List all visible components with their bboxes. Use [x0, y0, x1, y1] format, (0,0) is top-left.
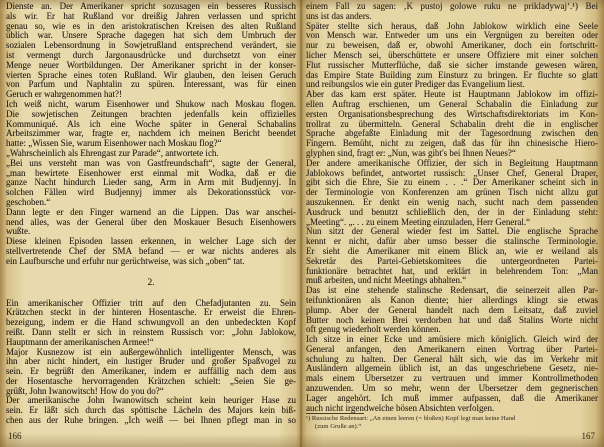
text-line: schulung zu halten. Der General hält sich, wie das im Verkehr mit [306, 354, 598, 364]
text-line: Nun sitzt der General wieder fest im Sattel. Die englische Sprache [306, 227, 598, 237]
section-heading: 2. [147, 277, 155, 288]
text-line: Der andere amerikanische Offizier, der sich in Begleitung Hauptmann [306, 158, 598, 168]
text-line: „Meeting“. „. . . zu einem Meeting einzuladen, Herr General.“ [306, 217, 531, 227]
text-line: „Bei uns versteht man was von Gastfreundschaft“, sagte der General, [6, 158, 296, 168]
text-line: ersten Organisationsbesprechung des Wirtschaftsdirektoriats im Kon- [306, 109, 598, 119]
paragraph [306, 227, 598, 286]
paragraph [6, 149, 296, 159]
text-line: uns ist das anders. [306, 11, 372, 21]
text-line: der Hosentasche hervorragenden Krätzchen schielt: „Seien Sie ge- [6, 376, 296, 386]
text-line: Major Kusnezow ist ein außergewöhnlich intelligenter Mensch, was [6, 347, 296, 357]
footnote-line: (zum Gruße an).“ [315, 422, 362, 430]
text-line: Jablokows befindet, antwortet russisch: „Unser Chef, General Draper, [306, 168, 598, 178]
text-line: anzuwenden. Um so mehr, wenn der Übersetzer dem gegnerischen [306, 384, 598, 394]
text-line: Ausdruck und benutzt schließlich den, der in der Einladung steht: [306, 207, 598, 217]
text-line: Sprache abgefaßte Einladung mit der Tagesordnung zwischen den [306, 129, 598, 139]
text-line: und reibungslos wie ein guter Prediger das Evangelium liest. [306, 80, 525, 90]
text-line: sein. Er läßt sich durch das spöttische Lächeln des Majors kein biß- [6, 406, 296, 416]
text-line: geschoben.“ [6, 197, 51, 207]
text-line: chen aus der Ruhe bringen. „Ich weiß — bei Ihnen pflegt man in so [6, 416, 296, 426]
text-line: oft genug wiederholt werden können. [306, 325, 441, 335]
text-line: wußte. [6, 227, 31, 237]
text-line: solchen Fällen wird Budjennyj immer als Dekorationsstück vor- [6, 188, 296, 198]
paragraph [6, 100, 296, 149]
paragraph [306, 2, 598, 22]
text-line: Ausländern allgemein üblich ist, an das ungeschriebene Gesetz, nie- [306, 364, 598, 374]
text-line: von Mensch war. Entweder um uns ein Vergnügen zu bereiten oder [306, 31, 598, 41]
text-line: auszukennen. Er denkt ein wenig nach, sucht nach dem passenden [306, 197, 598, 207]
text-line: nur zu beweisen, daß er, obwohl Amerikaner, doch ein fortschritt- [306, 41, 598, 51]
paragraph [6, 299, 296, 348]
text-line: funktionäre betrachtet hat, und erklärt in belehrendem Ton: „Man [306, 266, 598, 276]
text-line: Aber das kam erst später. Heute ist Hauptmann Jablokow im offizi- [306, 90, 598, 100]
text-line: „man bewirtete Eisenhower erst einmal mit Wodka, daß er die [6, 168, 296, 178]
text-line: Geruch er wahrgenommen hat?! [6, 90, 123, 100]
text-line: Ich sitze in einer Ecke und amüsiere mich königlich. Gleich wird der [306, 335, 598, 345]
text-line: Flut russischer Mutterflüche, daß sie sicher imstande gewesen wären, [306, 60, 598, 70]
text-line: das Empire State Building zum Einsturz zu bringen. Er fluchte so glatt [306, 70, 598, 80]
text-line: Ein amerikanischer Offizier tritt auf den Chefadjutanten zu. Sein [6, 298, 296, 308]
page-number: 166 [8, 431, 22, 441]
paragraph [6, 159, 296, 208]
text-line: muß arbeiten, und nicht Meetings abhalten.“ [306, 276, 467, 286]
book-spine [300, 0, 302, 447]
text-line: licher Mensch sei, überschüttete er unsere Offiziere mit einer solchen [306, 50, 598, 60]
text-line: Dann legte er den Finger warnend an die Lippen. Das war anschei- [6, 207, 296, 217]
paragraph [306, 159, 598, 228]
text-line: Butter noch keinen Brei verdorben hat und daß Stalins Worte nicht [306, 315, 598, 325]
paragraph [6, 237, 296, 266]
text-line: nend alles, was der General über den Moskauer Besuch Eisenhowers [6, 217, 296, 227]
text-line: Krätzchen steckt in der hinteren Hosentasche. Er erweist die Ehren- [6, 308, 296, 318]
text-line: vierten Sprache eines toten Rußland. Wir glauben, den leisen Geruch [6, 70, 296, 80]
text-line: Dienste an. Der Amerikaner spricht sozusagen ein besseres Russisch [6, 2, 296, 11]
footnote-line: ¹) Russische Redensart: „An einen leeren (= bloßen) Kopf legt man keine Hand [306, 415, 516, 422]
text-line: Sekretär des Partei-Gebietskomitees die untergeordneten Partei- [306, 256, 598, 266]
text-line: ist vermengt durch Jargonausdrücke und durchsetzt von einer [6, 50, 296, 60]
paragraph [6, 348, 296, 397]
text-line: reißt. Dann stellt er sich in reinstem Russisch vor: „John Jablokow, [6, 327, 296, 337]
paragraph [306, 335, 598, 413]
text-line: Die sowjetischen Zeitungen brachten jedenfalls kein offizielles [6, 109, 296, 119]
text-line: ellen Auftrag erschienen, um General Schabalin die Einladung zur [306, 99, 598, 109]
paragraph [306, 286, 598, 335]
text-line: teifunktionären als Kanon diente; hier allerdings klingt sie etwas [306, 295, 598, 305]
left-page-text [6, 2, 296, 426]
page-number: 167 [581, 431, 595, 441]
text-line: plump. Aber der General handelt nach dem Leitsatz, daß zuviel [306, 305, 598, 315]
paragraph [306, 90, 598, 159]
footnote-rule [306, 413, 364, 414]
text-line: bezeigung, indem er die Hand schwungvoll an den unbedeckten Kopf [6, 318, 296, 328]
text-line: Der amerikanische John Iwanowitsch scheint kein heuriger Hase zu [6, 396, 296, 406]
text-line: kennt er nicht, dafür aber umso besser die stalinsche Terminologie. [306, 237, 598, 247]
text-line: trollrat zu übermitteln. General Schabalin dreht die in englischer [306, 119, 598, 129]
paragraph [6, 396, 296, 425]
paragraph [6, 2, 296, 100]
footnote [306, 413, 598, 430]
text-line: Später stellte sich heraus, daß John Jablokow wirklich eine Seele [306, 21, 598, 31]
text-line: genau so, wie es in den aristokratischen Kreisen des alten Rußland [6, 21, 296, 31]
text-line: Menge neuer Wortbildungen. Der Amerikaner spricht in der konser- [6, 60, 296, 70]
text-line: gibt sich die Ehre, Sie zu einem . . .“ Der Amerikaner scheint sich in [306, 178, 598, 188]
text-line: „Wahrscheinlich als Ehrengast zur Parade“, antwortete ich. [6, 148, 219, 158]
text-line: Kommuniqué. Als ich eine Woche später in General Schabalins [6, 119, 296, 129]
text-line: Hauptmann der amerikanischen Armee!“ [6, 337, 154, 347]
text-line: General anfangen, den Amerikanern einen Vortrag über Partei- [306, 344, 598, 354]
text-line: sein. Er begrüßt den Amerikaner, indem er auffällig nach dem aus [6, 367, 296, 377]
text-line: üblich war. Unsere Sprache dagegen hat sich dem Umbruch der [6, 31, 296, 41]
text-line: Das ist eine stehende stalinsche Redensart, die seinerzeit allen Par- [306, 286, 598, 296]
text-line: glyphen sind, fragt er: „Nun, was gibt's bei Ihnen Neues?“ [306, 148, 516, 158]
right-page-text [306, 2, 598, 413]
text-line: von Parfum und Naphtalin zu spüren. Interessant, was für einen [6, 80, 296, 90]
text-line: stellvertretende Chef der SMA befand — er war nichts anderes als [6, 246, 296, 256]
text-line: Diese kleinen Episoden lassen erkennen, in welcher Lage sich der [6, 237, 296, 247]
text-line: als wir. Er hat Rußland vor dreißig Jahren verlassen und spricht [6, 11, 296, 21]
text-line: der Terminologie von Konferenzen am grünen Tisch nicht allzu gut [306, 188, 598, 198]
text-line: auch nicht irgendwelche bösen Absichten verfolgen. [306, 403, 495, 413]
text-line: Ich weiß nicht, warum Eisenhower und Shukow nach Moskau flogen. [6, 99, 296, 109]
paragraph [6, 208, 296, 237]
text-line: grüßt, John Iwanowitsch! How do you do?“ [6, 386, 164, 396]
text-line: mals einem Übersetzer zu vertrauen und immer Kontrollmethoden [306, 374, 598, 384]
paragraph [306, 22, 598, 91]
text-line: hatte: „Wissen Sie, warum Eisenhower nach Moskau flog?“ [6, 139, 222, 149]
text-line: Arbeitszimmer war, fragte er, nachdem ich meinen Bericht beendet [6, 129, 296, 139]
text-line: Lager angehört. Ich muß immer aufpassen, daß die Amerikaner [306, 393, 598, 403]
text-line: einem Fall zu sagen: ‚K pustoj golowe ruku ne prikladywaj‘.¹) Bei [306, 2, 598, 11]
text-line: ihn aber nicht hindert, ein lustiger Bruder und großer Spaßvogel zu [6, 357, 296, 367]
text-line: Fingern. Bemüht, nicht zu zeigen, daß das für ihn chinesische Hiero- [306, 139, 598, 149]
text-line: ein Laufbursche und erfuhr nur gerüchtweise, was sich „oben“ tat. [6, 256, 245, 266]
text-line: sozialen Lebensordnung in Sowjetrußland entsprechend verändert, sie [6, 41, 296, 51]
text-line: Er sieht die Amerikaner mit einem Blick an, wie er weiland als [306, 246, 598, 256]
text-line: ganze Nacht hindurch Lieder sang, Arm in Arm mit Budjennyj. In [6, 178, 296, 188]
